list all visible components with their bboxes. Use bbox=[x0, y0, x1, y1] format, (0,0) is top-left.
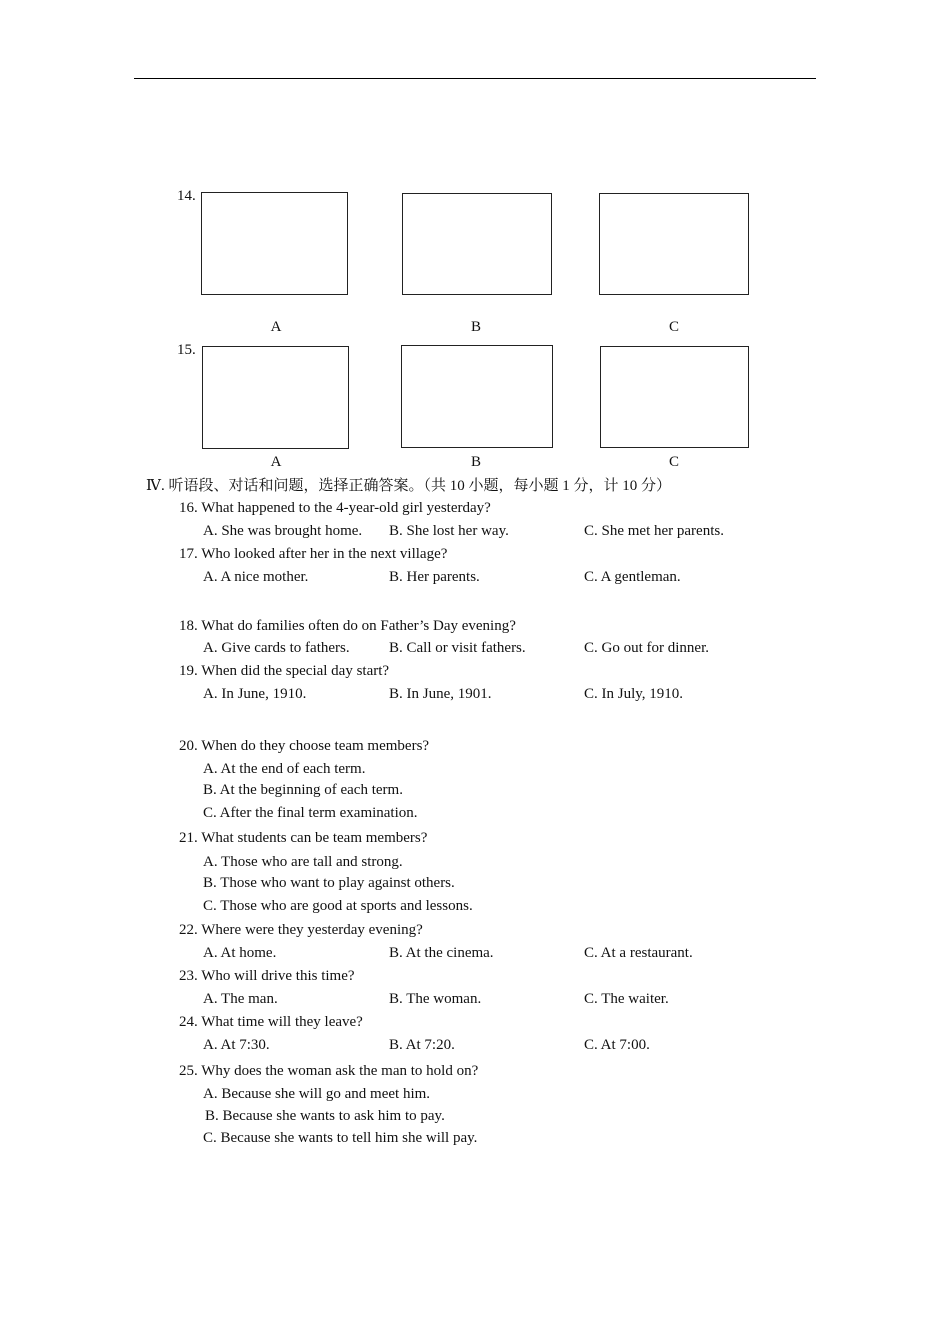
question-14-number: 14. bbox=[177, 188, 196, 204]
question-22-option-a: A. At home. bbox=[203, 945, 277, 961]
question-15-label-b: B bbox=[470, 454, 481, 470]
question-15-picture-b bbox=[401, 345, 553, 448]
question-18-option-b: B. Call or visit fathers. bbox=[389, 640, 526, 656]
question-19-option-c: C. In July, 1910. bbox=[584, 686, 684, 702]
question-20-option-b: B. At the beginning of each term. bbox=[203, 782, 403, 798]
question-14-label-c: C bbox=[668, 319, 679, 335]
question-15-label-c: C bbox=[668, 454, 679, 470]
question-14-label-a: A bbox=[270, 319, 282, 335]
question-14-picture-b bbox=[402, 193, 552, 295]
question-15-number: 15. bbox=[177, 342, 196, 358]
question-25-option-a: A. Because she will go and meet him. bbox=[203, 1086, 431, 1102]
question-14-picture-a bbox=[201, 192, 348, 295]
question-16-option-c: C. She met her parents. bbox=[584, 523, 724, 539]
header-rule bbox=[134, 78, 816, 79]
question-24-option-c: C. At 7:00. bbox=[584, 1037, 650, 1053]
question-17-option-c: C. A gentleman. bbox=[584, 569, 681, 585]
question-23-option-a: A. The man. bbox=[203, 991, 278, 1007]
question-25: 25. Why does the woman ask the man to hold on? bbox=[179, 1063, 479, 1079]
question-19-option-a: A. In June, 1910. bbox=[203, 686, 307, 702]
question-16: 16. What happened to the 4-year-old girl yesterday? bbox=[179, 500, 491, 516]
question-25-option-b: B. Because she wants to ask him to pay. bbox=[205, 1108, 445, 1124]
question-21-option-c: C. Those who are good at sports and lessons. bbox=[203, 898, 473, 914]
question-24: 24. What time will they leave? bbox=[179, 1014, 363, 1030]
question-17-option-a: A. A nice mother. bbox=[203, 569, 309, 585]
question-17-option-b: B. Her parents. bbox=[389, 569, 480, 585]
question-19: 19. When did the special day start? bbox=[179, 663, 390, 679]
question-23-option-c: C. The waiter. bbox=[584, 991, 669, 1007]
question-21-option-b: B. Those who want to play against others. bbox=[203, 875, 455, 891]
question-15-picture-c bbox=[600, 346, 749, 448]
question-20-option-a: A. At the end of each term. bbox=[203, 761, 366, 777]
question-22-option-c: C. At a restaurant. bbox=[584, 945, 693, 961]
question-15-picture-a bbox=[202, 346, 349, 449]
question-24-option-a: A. At 7:30. bbox=[203, 1037, 270, 1053]
question-24-option-b: B. At 7:20. bbox=[389, 1037, 455, 1053]
question-18: 18. What do families often do on Father’s Day evening? bbox=[179, 618, 516, 634]
question-21: 21. What students can be team members? bbox=[179, 830, 428, 846]
question-20: 20. When do they choose team members? bbox=[179, 738, 430, 754]
question-15-label-a: A bbox=[270, 454, 282, 470]
question-19-option-b: B. In June, 1901. bbox=[389, 686, 492, 702]
question-23: 23. Who will drive this time? bbox=[179, 968, 355, 984]
question-16-option-a: A. She was brought home. bbox=[203, 523, 363, 539]
question-21-option-a: A. Those who are tall and strong. bbox=[203, 854, 403, 870]
question-17: 17. Who looked after her in the next village? bbox=[179, 546, 448, 562]
question-16-option-b: B. She lost her way. bbox=[389, 523, 509, 539]
question-22: 22. Where were they yesterday evening? bbox=[179, 922, 423, 938]
question-14-label-b: B bbox=[470, 319, 481, 335]
question-14-picture-c bbox=[599, 193, 749, 295]
section-heading: Ⅳ. 听语段、对话和问题，选择正确答案。（共 10 小题，每小题 1 分，计 10 分） bbox=[146, 478, 671, 494]
question-18-option-a: A. Give cards to fathers. bbox=[203, 640, 350, 656]
question-23-option-b: B. The woman. bbox=[389, 991, 482, 1007]
question-25-option-c: C. Because she wants to tell him she will pay. bbox=[203, 1130, 478, 1146]
question-18-option-c: C. Go out for dinner. bbox=[584, 640, 709, 656]
question-22-option-b: B. At the cinema. bbox=[389, 945, 494, 961]
question-20-option-c: C. After the final term examination. bbox=[203, 805, 418, 821]
